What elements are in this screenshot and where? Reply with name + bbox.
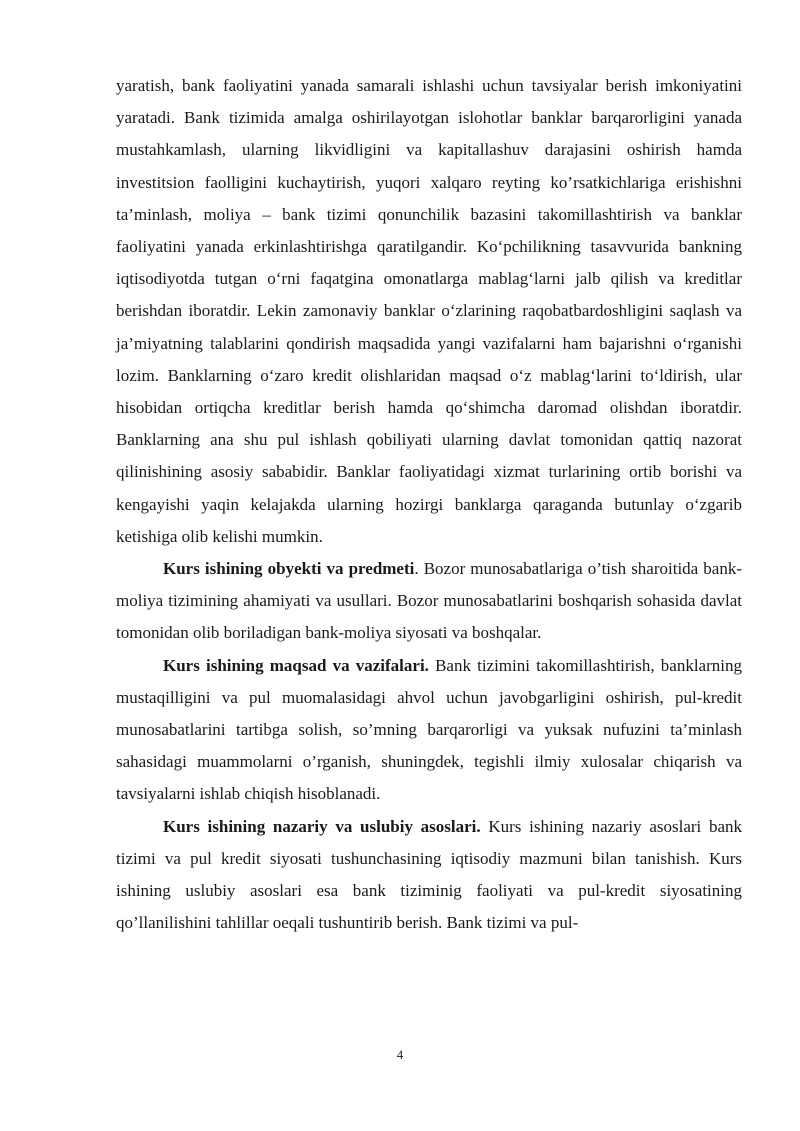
body-text (116, 70, 742, 939)
paragraph-goals-tasks (116, 650, 742, 811)
page-number: 4 (396, 1047, 404, 1062)
paragraph-1 (116, 70, 742, 553)
paragraph-object-subject-text: . Bozor munosabatlariga o’tish sharoitida bank-moliya tizimining ahamiyati va usullari. Bozor munosabatlarini boshqarish sohasida davlat tomonidan olib boriladigan bank-moliya siyosati va boshqalar. (116, 559, 742, 643)
heading-theory-methods: Kurs ishining nazariy va uslubiy asoslari. (163, 816, 481, 836)
paragraph-theory-methods (116, 811, 742, 940)
paragraph-theory-methods-text: Kurs ishining nazariy asoslari bank tizimi va pul kredit siyosati tushunchasining iqtisodiy mazmuni bilan tanishish. Kurs ishining uslubiy asoslari esa bank tiziminig faoliyati va pul-kredit siyosatining qo’llanilishini tahlillar oeqali tushuntirib berish. Bank tizimi va pul- (116, 816, 742, 933)
paragraph-object-subject (116, 553, 742, 650)
heading-goals-tasks: Kurs ishining maqsad va vazifalari. (163, 655, 429, 675)
heading-object-subject: Kurs ishining obyekti va predmeti (163, 559, 415, 579)
paragraph-goals-tasks-text: Bank tizimini takomillashtirish, banklarning mustaqilligini va pul muomalasidagi ahvol uchun javobgarligini oshirish, pul-kredit munosabatlarini tartibga solish, so’mning barqarorligi va yuksak nufuzini ta’minlash sahasidagi muammolarni o’rganish, shuningdek, tegishli ilmiy xulosalar chiqarish va tavsiyalarni ishlab chiqish hisoblanadi. (116, 655, 742, 804)
paragraph-1-text: yaratish, bank faoliyatini yanada samarali ishlashi uchun tavsiyalar berish imkoniyatini yaratadi. Bank tizimida amalga oshirilayotgan islohotlar banklar barqarorligini yanada mustahkamlash, ularning likvidligini va kapitallashuv darajasini oshirish hamda investitsion faolligini kuchaytirish, yuqori xalqaro reyting ko’rsatkichlariga erishishni ta’minlash, moliya – bank tizimi qonunchilik bazasini takomillashtirish va banklar faoliyatini yanada erkinlashtirishga qaratilgandir. Koʻpchilikning tasavvurida bankning iqtisodiyotda tutgan oʻrni faqatgina omonatlarga mablagʻlarni jalb qilish va kreditlar berishdan iboratdir. Lekin zamonaviy banklar oʻzlarining raqobatbardoshligini saqlash va ja’miyatning talablarini qondirish maqsadida yangi vazifalarni ham bajarishni oʻrganishi lozim. Banklarning oʻzaro kredit olishlaridan maqsad oʻz mablagʻlarini toʻldirish, ular hisobidan ortiqcha kreditlar berish hamda qoʻshimcha daromad olishdan iboratdir. Banklarning ana shu pul ishlash qobiliyati ularning davlat tomonidan qattiq nazorat qilinishining asosiy sababidir. Banklar faoliyatidagi xizmat turlarining ortib borishi va kengayishi yaqin kelajakda ularning hozirgi banklarga qaraganda butunlay oʻzgarib ketishiga olib kelishi mumkin. (116, 76, 742, 546)
